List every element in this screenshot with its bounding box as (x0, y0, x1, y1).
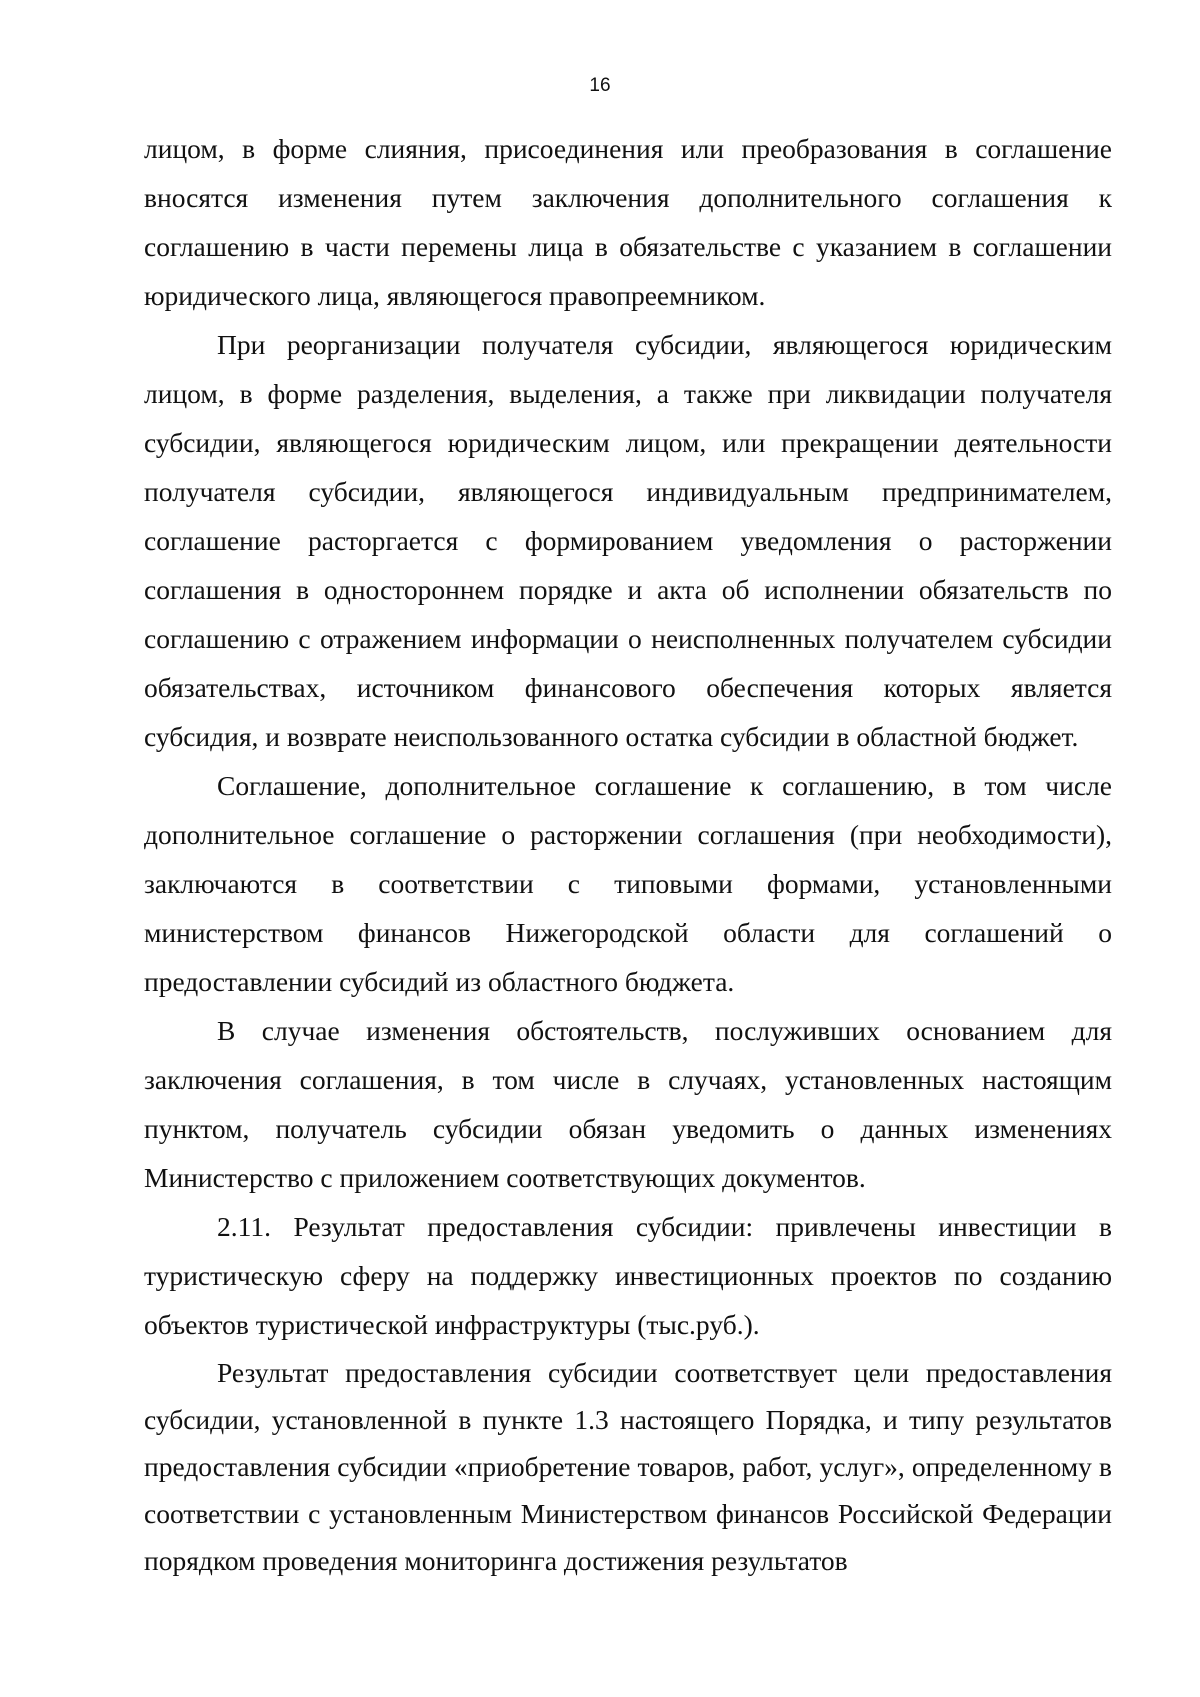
paragraph-reorganization: При реорганизации получателя субсидии, являющегося юридическим лицом, в форме разделения, выделения, а также при ликвидации получателя субсидии, являющегося юридическим лицом, или прекращении деятельности получателя субсидии, являющегося индивидуальным предпринимателем, соглашение расторгается с формированием уведомления о расторжении соглашения в одностороннем порядке и акта об исполнении обязательств по соглашению с отражением информации о неисполненных получателем субсидии обязательствах, источником финансового обеспечения которых является субсидия, и возврате неиспользованного остатка субсидии в областной бюджет. (144, 329, 1112, 752)
paragraph-agreement-forms: Соглашение, дополнительное соглашение к соглашению, в том числе дополнительное соглашение о расторжении соглашения (при необходимости), заключаются в соответствии с типовыми формами, установленными министерством финансов Нижегородской области для соглашений о предоставлении субсидий из областного бюджета. (144, 770, 1112, 997)
paragraph-continuation: лицом, в форме слияния, присоединения или преобразования в соглашение вносятся изменения путем заключения дополнительного соглашения к соглашению в части перемены лица в обязательстве с указанием в соглашении юридического лица, являющегося правопреемником. (144, 133, 1112, 311)
paragraph-clause-2-11: 2.11. Результат предоставления субсидии: привлечены инвестиции в туристическую сферу на поддержку инвестиционных проектов по созданию объектов туристической инфраструктуры (тыс.руб.). (144, 1211, 1112, 1340)
page-number: 16 (589, 75, 611, 96)
document-body (144, 124, 1112, 1584)
paragraph-result-correspondence: Результат предоставления субсидии соответствует цели предоставления субсидии, установленной в пункте 1.3 настоящего Порядка, и типу результатов предоставления субсидии «приобретение товаров, работ, услуг», определенному в соответствии с установленным Министерством финансов Российской Федерации порядком проведения мониторинга достижения результатов (144, 1357, 1112, 1576)
paragraph-circumstances-change: В случае изменения обстоятельств, послуживших основанием для заключения соглашения, в том числе в случаях, установленных настоящим пунктом, получатель субсидии обязан уведомить о данных изменениях Министерство с приложением соответствующих документов. (144, 1015, 1112, 1193)
